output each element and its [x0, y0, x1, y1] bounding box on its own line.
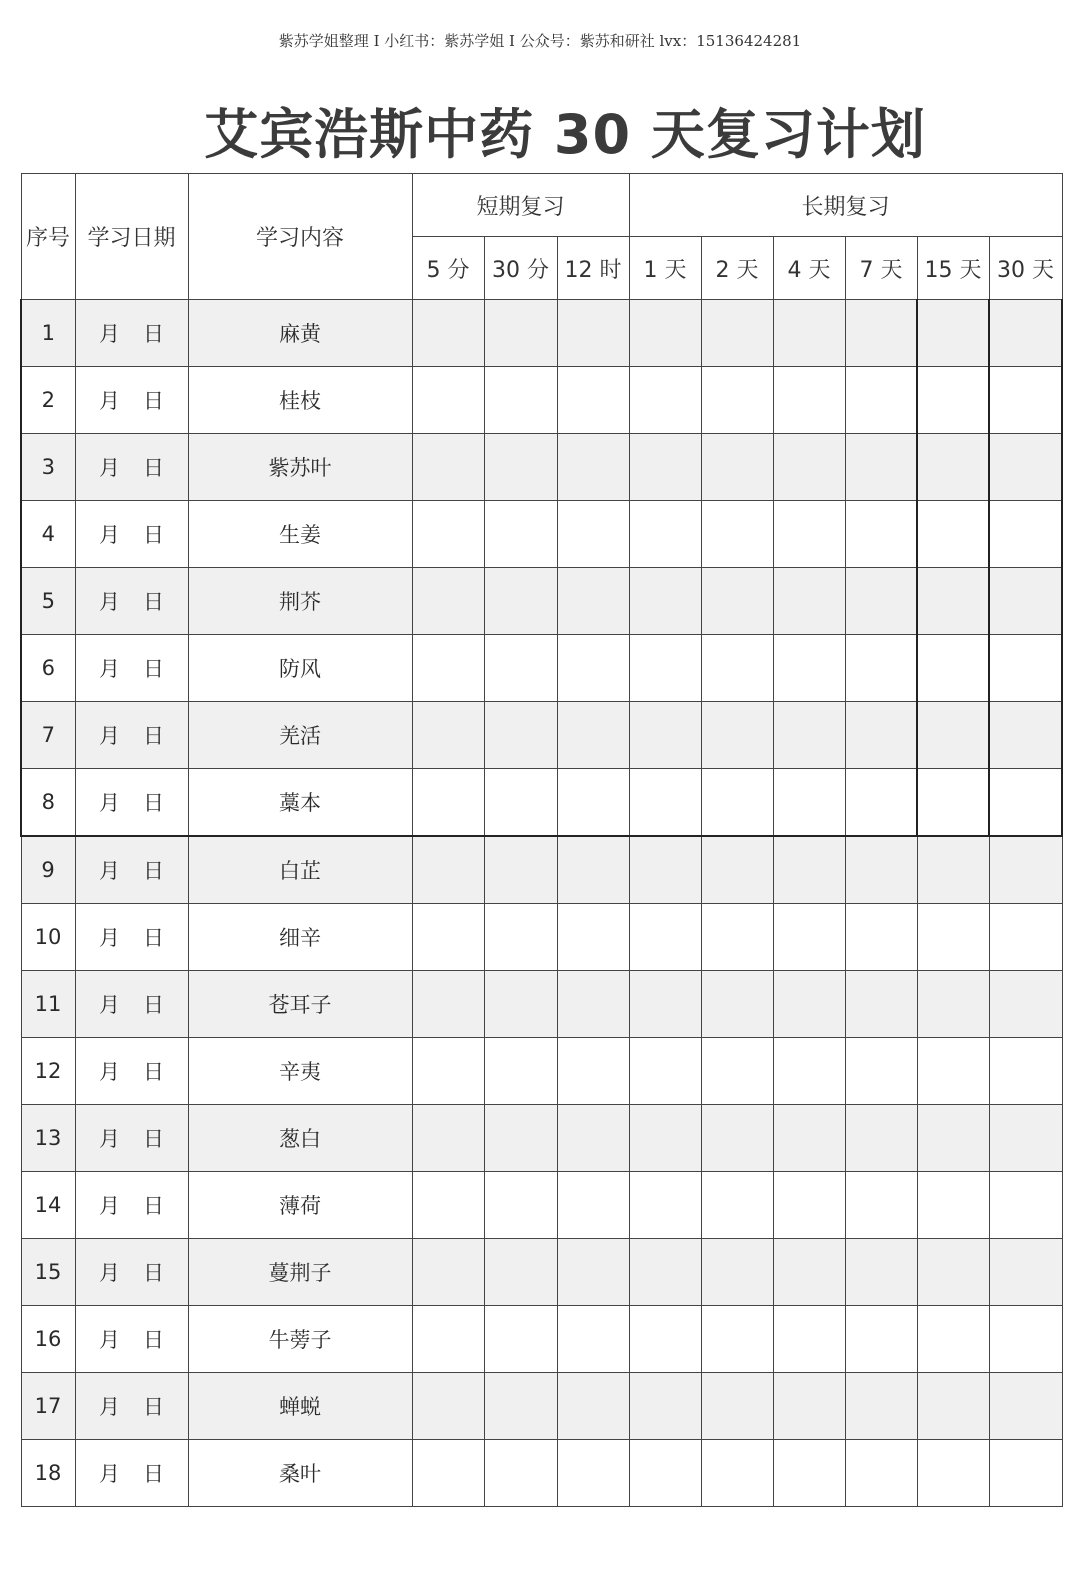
- review-check-cell[interactable]: [845, 501, 917, 568]
- review-check-cell[interactable]: [629, 702, 701, 769]
- review-check-cell[interactable]: [773, 769, 845, 837]
- study-content: 蔓荆子: [188, 1239, 412, 1306]
- month-label: 月: [99, 590, 120, 614]
- review-check-cell[interactable]: [989, 1306, 1062, 1373]
- month-label: 月: [99, 1462, 120, 1486]
- table-row: [21, 1373, 1062, 1440]
- study-date-cell[interactable]: [75, 1373, 188, 1440]
- day-label: 日: [143, 1194, 164, 1218]
- row-index: 17: [21, 1373, 75, 1440]
- month-label: 月: [99, 1328, 120, 1352]
- day-label: 日: [143, 859, 164, 883]
- review-check-cell[interactable]: [629, 1373, 701, 1440]
- review-check-cell[interactable]: [845, 1239, 917, 1306]
- review-check-cell[interactable]: [412, 501, 484, 568]
- study-content: 荆芥: [188, 568, 412, 635]
- review-check-cell[interactable]: [845, 434, 917, 501]
- column-header-interval: 7 天: [845, 237, 917, 300]
- review-check-cell[interactable]: [629, 1038, 701, 1105]
- month-label: 月: [99, 1060, 120, 1084]
- review-check-cell[interactable]: [484, 1172, 557, 1239]
- review-check-cell[interactable]: [557, 1105, 629, 1172]
- review-check-cell[interactable]: [412, 367, 484, 434]
- review-check-cell[interactable]: [917, 1038, 989, 1105]
- review-check-cell[interactable]: [773, 1038, 845, 1105]
- review-check-cell[interactable]: [773, 1105, 845, 1172]
- review-check-cell[interactable]: [773, 836, 845, 904]
- study-date-cell[interactable]: [75, 836, 188, 904]
- month-label: 月: [99, 1127, 120, 1151]
- table-row: [21, 904, 1062, 971]
- review-check-cell[interactable]: [412, 1038, 484, 1105]
- review-check-cell[interactable]: [412, 1306, 484, 1373]
- study-date-cell[interactable]: [75, 1105, 188, 1172]
- review-check-cell[interactable]: [484, 367, 557, 434]
- review-check-cell[interactable]: [701, 434, 773, 501]
- month-label: 月: [99, 1395, 120, 1419]
- day-label: 日: [143, 1060, 164, 1084]
- row-index: 12: [21, 1038, 75, 1105]
- day-label: 日: [143, 1261, 164, 1285]
- month-label: 月: [99, 523, 120, 547]
- review-check-cell[interactable]: [412, 635, 484, 702]
- table-row: [21, 971, 1062, 1038]
- review-check-cell[interactable]: [845, 1440, 917, 1507]
- review-check-cell[interactable]: [557, 1239, 629, 1306]
- review-check-cell[interactable]: [989, 635, 1062, 702]
- row-index: 5: [21, 568, 75, 635]
- review-check-cell[interactable]: [412, 769, 484, 837]
- review-check-cell[interactable]: [773, 702, 845, 769]
- review-check-cell[interactable]: [917, 434, 989, 501]
- review-check-cell[interactable]: [557, 1038, 629, 1105]
- review-check-cell[interactable]: [412, 1239, 484, 1306]
- review-check-cell[interactable]: [845, 1306, 917, 1373]
- review-check-cell[interactable]: [917, 367, 989, 434]
- review-check-cell[interactable]: [412, 1105, 484, 1172]
- study-date-cell[interactable]: [75, 971, 188, 1038]
- review-check-cell[interactable]: [557, 300, 629, 367]
- column-header-interval: 12 时: [557, 237, 629, 300]
- day-label: 日: [143, 523, 164, 547]
- row-index: 2: [21, 367, 75, 434]
- review-check-cell[interactable]: [773, 501, 845, 568]
- study-date-cell[interactable]: [75, 1440, 188, 1507]
- review-check-cell[interactable]: [629, 971, 701, 1038]
- month-label: 月: [99, 791, 120, 815]
- review-check-cell[interactable]: [917, 836, 989, 904]
- review-check-cell[interactable]: [845, 1172, 917, 1239]
- review-check-cell[interactable]: [412, 568, 484, 635]
- review-check-cell[interactable]: [701, 1172, 773, 1239]
- review-check-cell[interactable]: [412, 1172, 484, 1239]
- review-check-cell[interactable]: [557, 702, 629, 769]
- review-check-cell[interactable]: [845, 1038, 917, 1105]
- study-date-cell[interactable]: [75, 300, 188, 367]
- table-row: [21, 1105, 1062, 1172]
- review-check-cell[interactable]: [773, 434, 845, 501]
- review-check-cell[interactable]: [989, 836, 1062, 904]
- review-check-cell[interactable]: [989, 702, 1062, 769]
- study-date-cell[interactable]: [75, 501, 188, 568]
- study-date-cell[interactable]: [75, 367, 188, 434]
- table-row: [21, 836, 1062, 904]
- study-content: 紫苏叶: [188, 434, 412, 501]
- review-check-cell[interactable]: [557, 1373, 629, 1440]
- review-check-cell[interactable]: [773, 1239, 845, 1306]
- row-index: 7: [21, 702, 75, 769]
- row-index: 10: [21, 904, 75, 971]
- review-check-cell[interactable]: [484, 1440, 557, 1507]
- table-row: [21, 1239, 1062, 1306]
- row-index: 14: [21, 1172, 75, 1239]
- row-index: 9: [21, 836, 75, 904]
- day-label: 日: [143, 657, 164, 681]
- day-label: 日: [143, 926, 164, 950]
- study-date-cell[interactable]: [75, 702, 188, 769]
- study-date-cell[interactable]: [75, 434, 188, 501]
- review-check-cell[interactable]: [989, 434, 1062, 501]
- row-index: 18: [21, 1440, 75, 1507]
- review-check-cell[interactable]: [917, 501, 989, 568]
- review-check-cell[interactable]: [629, 1172, 701, 1239]
- column-header-interval: 1 天: [629, 237, 701, 300]
- review-check-cell[interactable]: [773, 635, 845, 702]
- review-check-cell[interactable]: [845, 1105, 917, 1172]
- review-check-cell[interactable]: [412, 434, 484, 501]
- review-check-cell[interactable]: [484, 434, 557, 501]
- table-row: [21, 1172, 1062, 1239]
- day-label: 日: [143, 1395, 164, 1419]
- row-index: 8: [21, 769, 75, 837]
- review-check-cell[interactable]: [484, 300, 557, 367]
- review-check-cell[interactable]: [989, 971, 1062, 1038]
- review-check-cell[interactable]: [557, 769, 629, 837]
- table-row: [21, 1306, 1062, 1373]
- review-check-cell[interactable]: [917, 1306, 989, 1373]
- review-check-cell[interactable]: [484, 1306, 557, 1373]
- review-check-cell[interactable]: [629, 568, 701, 635]
- review-check-cell[interactable]: [557, 501, 629, 568]
- month-label: 月: [99, 456, 120, 480]
- column-header-interval: 30 天: [989, 237, 1062, 300]
- review-check-cell[interactable]: [484, 568, 557, 635]
- review-check-cell[interactable]: [701, 1038, 773, 1105]
- review-check-cell[interactable]: [629, 434, 701, 501]
- review-check-cell[interactable]: [773, 367, 845, 434]
- review-check-cell[interactable]: [701, 568, 773, 635]
- review-check-cell[interactable]: [989, 1038, 1062, 1105]
- study-content: 薄荷: [188, 1172, 412, 1239]
- study-content: 牛蒡子: [188, 1306, 412, 1373]
- study-content: 羌活: [188, 702, 412, 769]
- review-check-cell[interactable]: [773, 568, 845, 635]
- review-check-cell[interactable]: [845, 769, 917, 837]
- column-header-index: 序号: [21, 174, 75, 300]
- study-date-cell[interactable]: [75, 635, 188, 702]
- review-check-cell[interactable]: [412, 702, 484, 769]
- review-check-cell[interactable]: [917, 1440, 989, 1507]
- study-date-cell[interactable]: [75, 1172, 188, 1239]
- review-check-cell[interactable]: [773, 1172, 845, 1239]
- column-header-content: 学习内容: [188, 174, 412, 300]
- study-content: 细辛: [188, 904, 412, 971]
- row-index: 13: [21, 1105, 75, 1172]
- review-check-cell[interactable]: [412, 300, 484, 367]
- table-row: [21, 635, 1062, 702]
- day-label: 日: [143, 724, 164, 748]
- review-check-cell[interactable]: [917, 1373, 989, 1440]
- month-label: 月: [99, 724, 120, 748]
- review-check-cell[interactable]: [484, 904, 557, 971]
- review-check-cell[interactable]: [989, 1440, 1062, 1507]
- study-content: 生姜: [188, 501, 412, 568]
- study-date-cell[interactable]: [75, 1239, 188, 1306]
- review-check-cell[interactable]: [845, 702, 917, 769]
- table-row: [21, 300, 1062, 367]
- review-check-cell[interactable]: [917, 1105, 989, 1172]
- study-content: 藁本: [188, 769, 412, 837]
- review-check-cell[interactable]: [845, 904, 917, 971]
- review-check-cell[interactable]: [845, 1373, 917, 1440]
- review-check-cell[interactable]: [629, 1105, 701, 1172]
- review-check-cell[interactable]: [701, 971, 773, 1038]
- review-check-cell[interactable]: [917, 702, 989, 769]
- review-check-cell[interactable]: [701, 367, 773, 434]
- review-check-cell[interactable]: [484, 702, 557, 769]
- study-content: 辛夷: [188, 1038, 412, 1105]
- month-label: 月: [99, 926, 120, 950]
- study-content: 蝉蜕: [188, 1373, 412, 1440]
- review-check-cell[interactable]: [557, 1306, 629, 1373]
- review-check-cell[interactable]: [557, 434, 629, 501]
- review-check-cell[interactable]: [412, 836, 484, 904]
- row-index: 16: [21, 1306, 75, 1373]
- month-label: 月: [99, 859, 120, 883]
- study-date-cell[interactable]: [75, 568, 188, 635]
- review-check-cell[interactable]: [484, 1373, 557, 1440]
- review-check-cell[interactable]: [917, 904, 989, 971]
- review-check-cell[interactable]: [989, 1239, 1062, 1306]
- review-check-cell[interactable]: [701, 836, 773, 904]
- review-check-cell[interactable]: [557, 836, 629, 904]
- study-content: 苍耳子: [188, 971, 412, 1038]
- table-header: [21, 174, 1062, 300]
- review-check-cell[interactable]: [557, 1172, 629, 1239]
- column-header-interval: 5 分: [412, 237, 484, 300]
- page-title: 艾宾浩斯中药 30 天复习计划: [204, 103, 926, 166]
- study-content: 葱白: [188, 1105, 412, 1172]
- review-check-cell[interactable]: [845, 367, 917, 434]
- column-header-interval: 2 天: [701, 237, 773, 300]
- review-check-cell[interactable]: [484, 836, 557, 904]
- review-check-cell[interactable]: [629, 501, 701, 568]
- review-check-cell[interactable]: [917, 1172, 989, 1239]
- review-check-cell[interactable]: [629, 1306, 701, 1373]
- day-label: 日: [143, 456, 164, 480]
- review-check-cell[interactable]: [629, 1239, 701, 1306]
- month-label: 月: [99, 389, 120, 413]
- review-check-cell[interactable]: [701, 904, 773, 971]
- review-check-cell[interactable]: [773, 1306, 845, 1373]
- review-check-cell[interactable]: [701, 635, 773, 702]
- review-check-cell[interactable]: [557, 904, 629, 971]
- review-check-cell[interactable]: [773, 300, 845, 367]
- study-date-cell[interactable]: [75, 904, 188, 971]
- review-check-cell[interactable]: [412, 1440, 484, 1507]
- review-check-cell[interactable]: [989, 1373, 1062, 1440]
- review-check-cell[interactable]: [484, 1105, 557, 1172]
- review-check-cell[interactable]: [629, 300, 701, 367]
- review-check-cell[interactable]: [701, 300, 773, 367]
- review-check-cell[interactable]: [484, 769, 557, 837]
- review-check-cell[interactable]: [629, 635, 701, 702]
- study-content: 防风: [188, 635, 412, 702]
- table-row: [21, 568, 1062, 635]
- review-check-cell[interactable]: [845, 300, 917, 367]
- review-check-cell[interactable]: [557, 971, 629, 1038]
- review-plan-table: [20, 173, 1063, 1507]
- row-index: 4: [21, 501, 75, 568]
- review-check-cell[interactable]: [773, 1440, 845, 1507]
- review-check-cell[interactable]: [701, 1306, 773, 1373]
- review-check-cell[interactable]: [989, 769, 1062, 837]
- review-check-cell[interactable]: [917, 568, 989, 635]
- review-check-cell[interactable]: [629, 836, 701, 904]
- review-check-cell[interactable]: [629, 904, 701, 971]
- review-check-cell[interactable]: [484, 635, 557, 702]
- table-row: [21, 434, 1062, 501]
- review-check-cell[interactable]: [484, 1038, 557, 1105]
- review-check-cell[interactable]: [989, 1172, 1062, 1239]
- review-check-cell[interactable]: [989, 904, 1062, 971]
- row-index: 11: [21, 971, 75, 1038]
- row-index: 1: [21, 300, 75, 367]
- review-check-cell[interactable]: [989, 367, 1062, 434]
- month-label: 月: [99, 1194, 120, 1218]
- study-content: 桂枝: [188, 367, 412, 434]
- month-label: 月: [99, 657, 120, 681]
- day-label: 日: [143, 791, 164, 815]
- review-check-cell[interactable]: [484, 971, 557, 1038]
- review-check-cell[interactable]: [701, 1440, 773, 1507]
- review-check-cell[interactable]: [773, 1373, 845, 1440]
- header-note: 紫苏学姐整理 I 小红书：紫苏学姐 I 公众号：紫苏和研社 lvx：15136424281: [278, 32, 802, 50]
- table-row: [21, 367, 1062, 434]
- review-check-cell[interactable]: [629, 1440, 701, 1507]
- column-header-interval: 15 天: [917, 237, 989, 300]
- review-check-cell[interactable]: [557, 1440, 629, 1507]
- review-check-cell[interactable]: [989, 501, 1062, 568]
- column-header-interval: 4 天: [773, 237, 845, 300]
- month-label: 月: [99, 1261, 120, 1285]
- day-label: 日: [143, 1328, 164, 1352]
- day-label: 日: [143, 1127, 164, 1151]
- review-check-cell[interactable]: [629, 367, 701, 434]
- review-check-cell[interactable]: [484, 1239, 557, 1306]
- review-check-cell[interactable]: [845, 635, 917, 702]
- study-date-cell[interactable]: [75, 769, 188, 837]
- review-check-cell[interactable]: [845, 971, 917, 1038]
- study-date-cell[interactable]: [75, 1038, 188, 1105]
- review-check-cell[interactable]: [701, 769, 773, 837]
- review-check-cell[interactable]: [989, 300, 1062, 367]
- study-content: 麻黄: [188, 300, 412, 367]
- review-check-cell[interactable]: [917, 971, 989, 1038]
- review-check-cell[interactable]: [412, 904, 484, 971]
- review-check-cell[interactable]: [917, 635, 989, 702]
- column-header-interval: 30 分: [484, 237, 557, 300]
- table-body: [21, 300, 1062, 1507]
- review-check-cell[interactable]: [917, 769, 989, 837]
- review-check-cell[interactable]: [701, 1239, 773, 1306]
- row-index: 3: [21, 434, 75, 501]
- table-row: [21, 1440, 1062, 1507]
- review-check-cell[interactable]: [557, 568, 629, 635]
- row-index: 6: [21, 635, 75, 702]
- day-label: 日: [143, 389, 164, 413]
- table-row: [21, 1038, 1062, 1105]
- review-check-cell[interactable]: [412, 1373, 484, 1440]
- column-header-date: 学习日期: [75, 174, 188, 300]
- review-check-cell[interactable]: [412, 971, 484, 1038]
- review-check-cell[interactable]: [701, 1373, 773, 1440]
- day-label: 日: [143, 1462, 164, 1486]
- study-content: 桑叶: [188, 1440, 412, 1507]
- review-check-cell[interactable]: [557, 367, 629, 434]
- month-label: 月: [99, 993, 120, 1017]
- study-content: 白芷: [188, 836, 412, 904]
- table-row: [21, 501, 1062, 568]
- column-group-long-review: 长期复习: [629, 174, 1062, 237]
- month-label: 月: [99, 322, 120, 346]
- review-check-cell[interactable]: [701, 1105, 773, 1172]
- table-row: [21, 769, 1062, 837]
- review-check-cell[interactable]: [989, 1105, 1062, 1172]
- study-date-cell[interactable]: [75, 1306, 188, 1373]
- day-label: 日: [143, 993, 164, 1017]
- row-index: 15: [21, 1239, 75, 1306]
- review-check-cell[interactable]: [845, 568, 917, 635]
- review-check-cell[interactable]: [629, 769, 701, 837]
- review-check-cell[interactable]: [701, 501, 773, 568]
- review-check-cell[interactable]: [773, 904, 845, 971]
- review-check-cell[interactable]: [484, 501, 557, 568]
- day-label: 日: [143, 590, 164, 614]
- review-check-cell[interactable]: [701, 702, 773, 769]
- review-check-cell[interactable]: [557, 635, 629, 702]
- review-check-cell[interactable]: [917, 300, 989, 367]
- review-check-cell[interactable]: [917, 1239, 989, 1306]
- review-check-cell[interactable]: [989, 568, 1062, 635]
- review-check-cell[interactable]: [845, 836, 917, 904]
- column-group-short-review: 短期复习: [412, 174, 629, 237]
- review-check-cell[interactable]: [773, 971, 845, 1038]
- day-label: 日: [143, 322, 164, 346]
- table-row: [21, 702, 1062, 769]
